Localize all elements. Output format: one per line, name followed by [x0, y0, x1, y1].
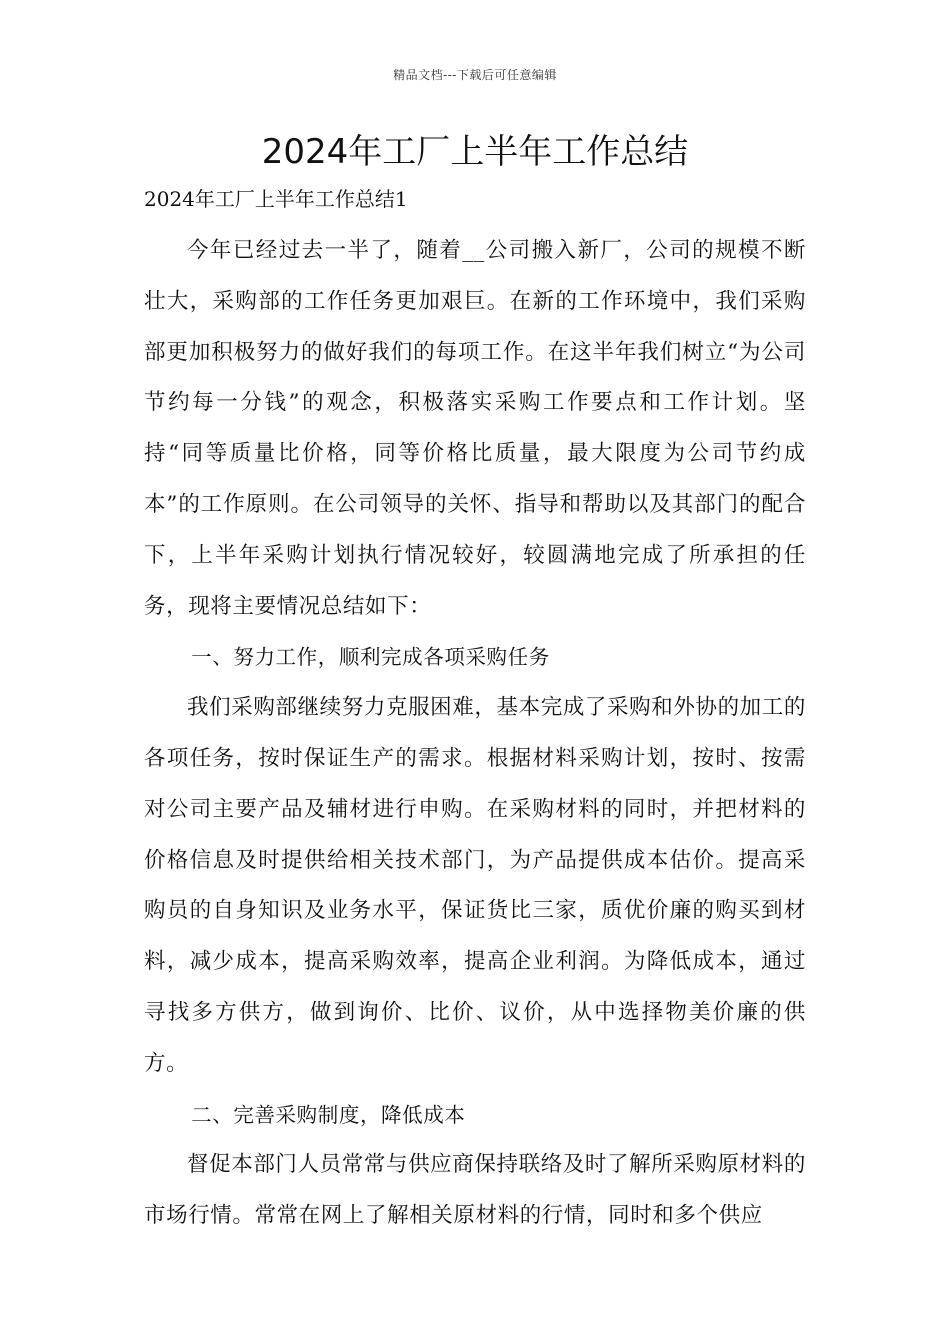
section-heading-1: 一、努力工作，顺利完成各项采购任务	[191, 645, 550, 670]
paragraph-section-1: 我们采购部继续努力克服困难，基本完成了采购和外协的加工的各项任务，按时保证生产的需求。根据材料采购计划，按时、按需对公司主要产品及辅材进行申购。在采购材料的同时，并把材料的价格信息及时提供给相关技术部门，为产品提供成本估价。提高采购员的自身知识及业务水平，保证货比三家，质优价廉的购买到材料，减少成本，提高采购效率，提高企业利润。为降低成本，通过寻找多方供方，做到询价、比价、议价，从中选择物美价廉的供方。	[144, 695, 806, 1076]
paragraph-section-2: 督促本部门人员常常与供应商保持联络及时了解所采购原材料的市场行情。常常在网上了解相关原材料的行情，同时和多个供应	[144, 1152, 806, 1229]
document-subtitle: 2024年工厂上半年工作总结1	[144, 187, 408, 211]
header-note: 精品文档---下载后可任意编辑	[393, 68, 557, 82]
document-title: 2024年工厂上半年工作总结	[261, 132, 689, 172]
document-body	[144, 226, 806, 1242]
section-heading-2: 二、完善采购制度，降低成本	[191, 1102, 466, 1127]
paragraph-intro: 今年已经过去一半了，随着__公司搬入新厂，公司的规模不断壮大，采购部的工作任务更加艰巨。在新的工作环境中，我们采购部更加积极努力的做好我们的每项工作。在这半年我们树立“为公司节约每一分钱”的观念，积极落实采购工作要点和工作计划。坚持“同等质量比价格，同等价格比质量，最大限度为公司节约成本”的工作原则。在公司领导的关怀、指导和帮助以及其部门的配合下，上半年采购计划执行情况较好，较圆满地完成了所承担的任务，现将主要情况总结如下：	[144, 238, 806, 619]
